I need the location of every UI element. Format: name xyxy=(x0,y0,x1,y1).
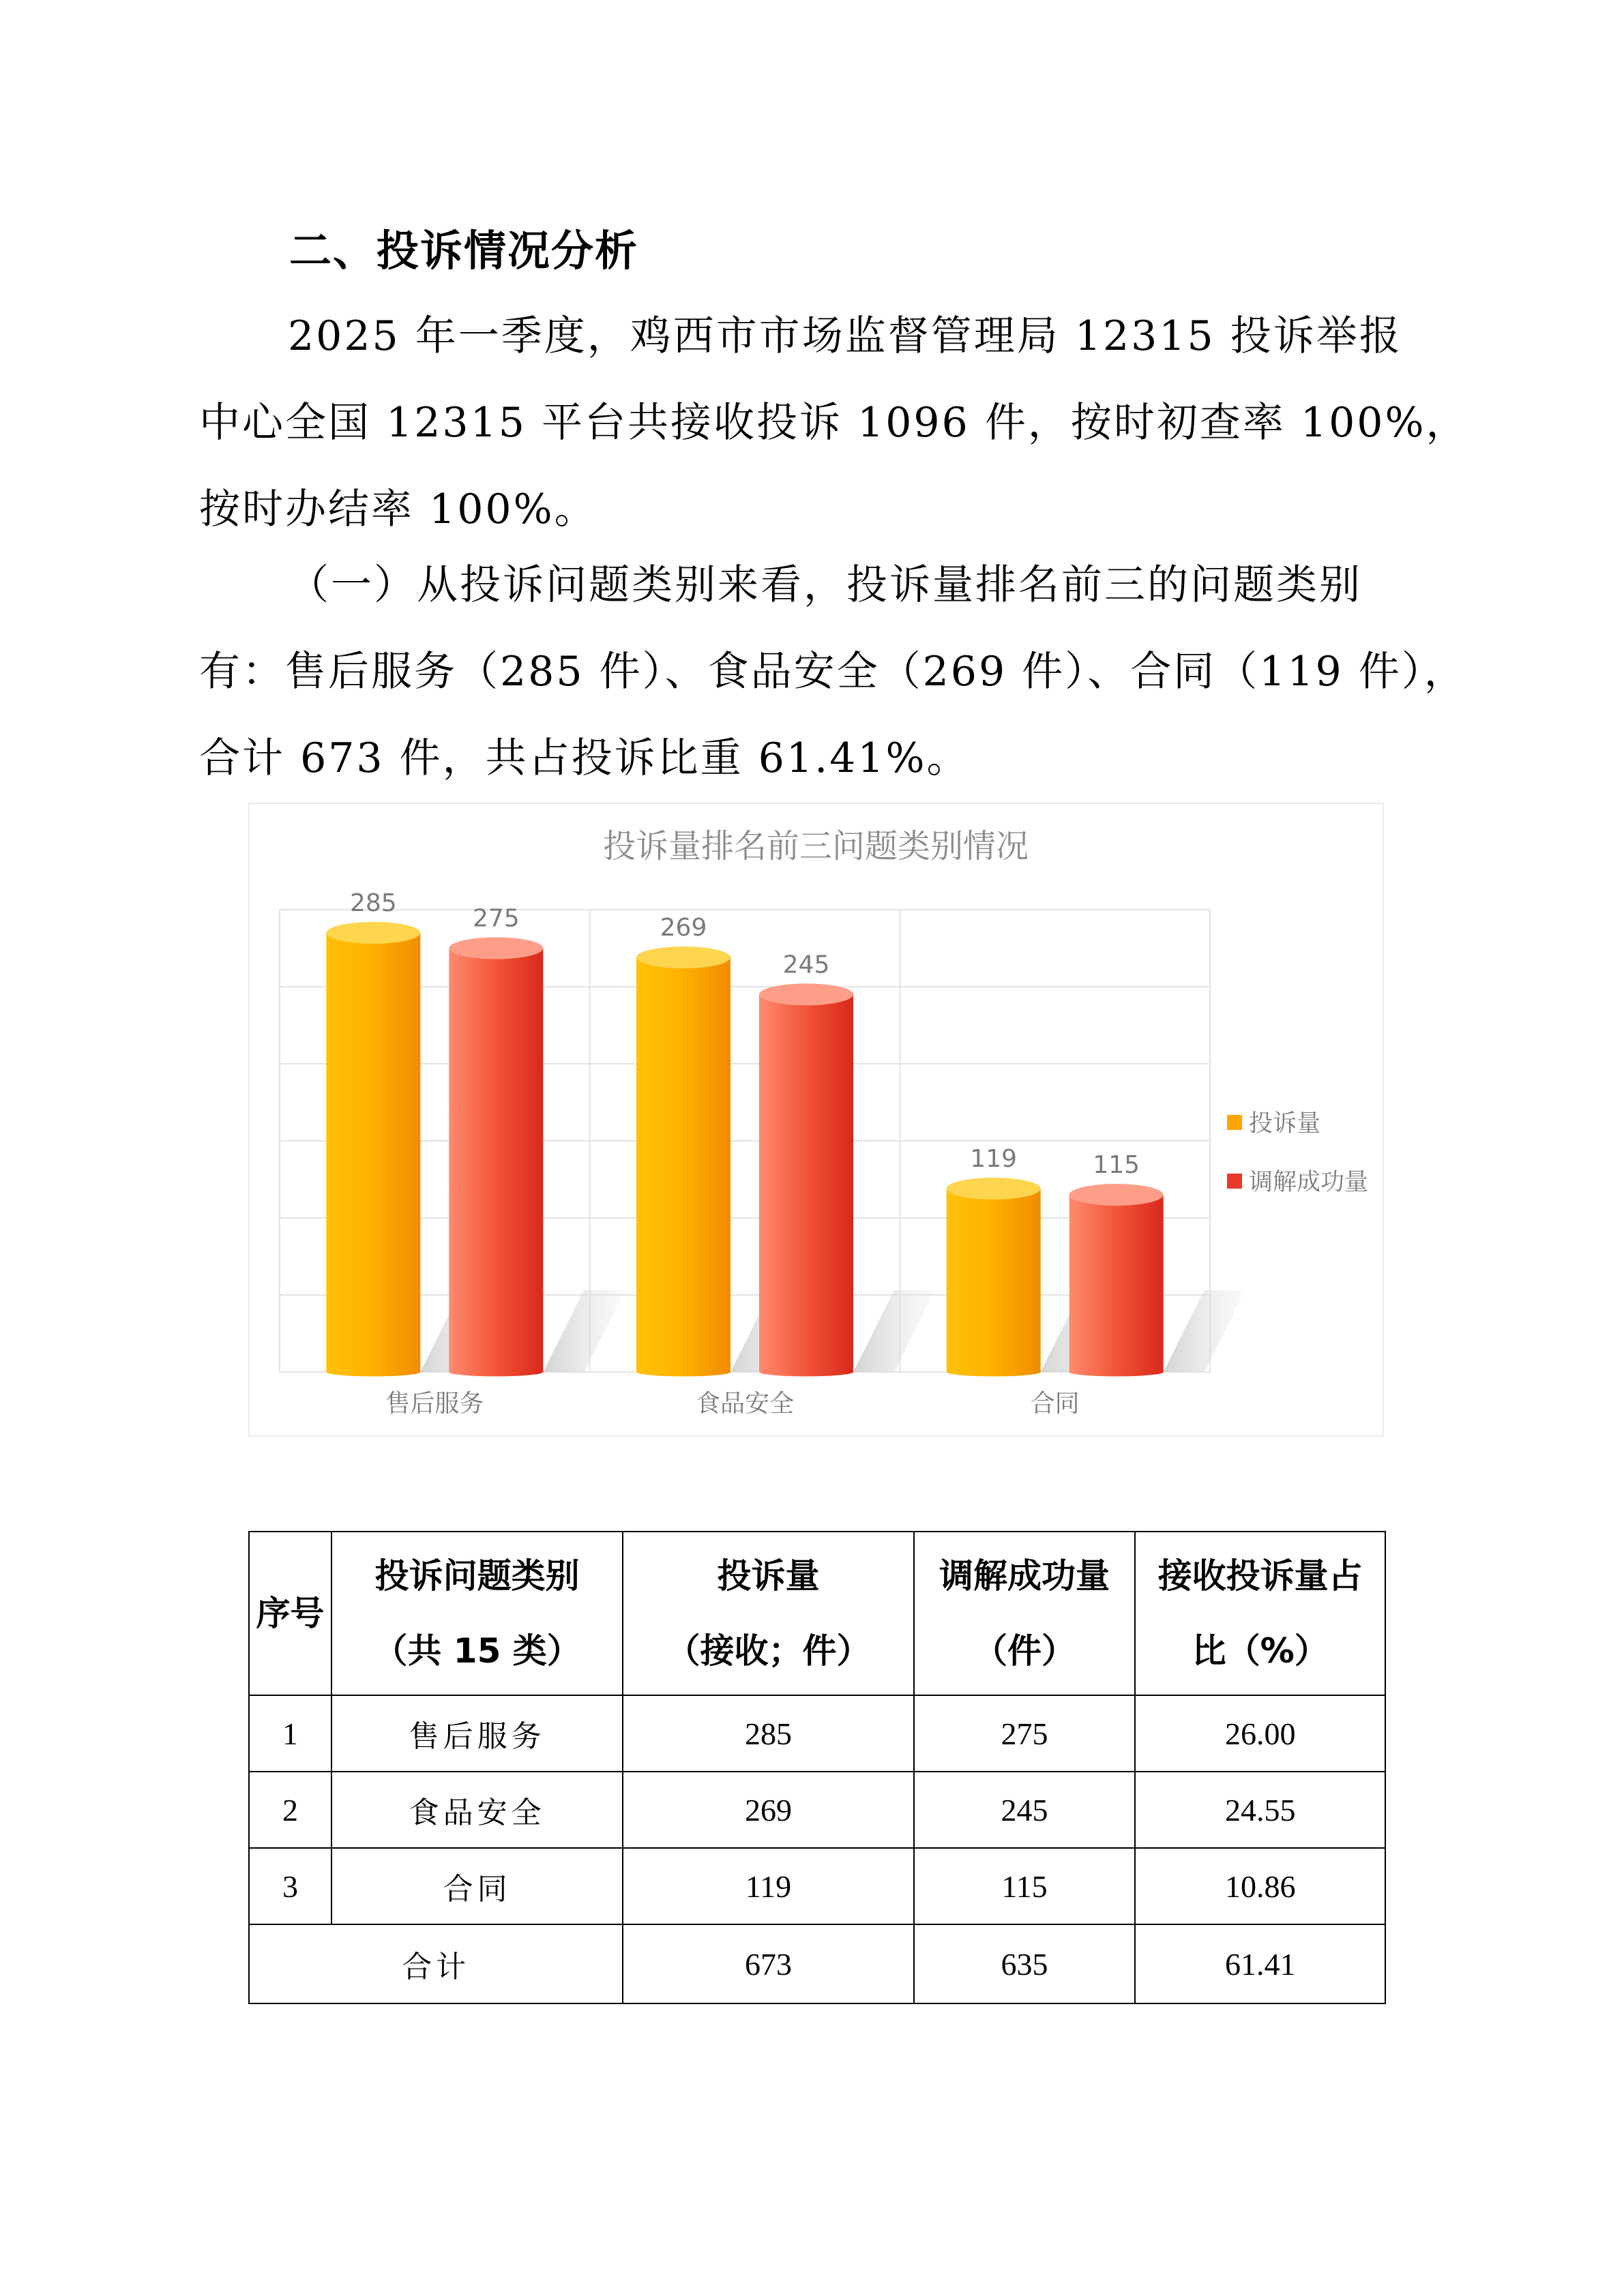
section-heading: 二、投诉情况分析 xyxy=(289,226,639,275)
header-complaints: 投诉量 （接收；件） xyxy=(623,1532,913,1695)
bar-top xyxy=(1069,1184,1164,1206)
header-category: 投诉问题类别 （共 15 类） xyxy=(331,1532,623,1695)
cell-share: 24.55 xyxy=(1135,1772,1385,1848)
table-row xyxy=(249,1695,1385,1772)
data-label: 275 xyxy=(472,904,520,933)
bar-投诉量-食品安全 xyxy=(636,957,730,1376)
data-label: 115 xyxy=(1093,1151,1140,1180)
cell-complaints: 269 xyxy=(623,1772,913,1848)
paragraph-line: 有：售后服务（285 件）、食品安全（269 件）、合同（119 件）， xyxy=(199,648,1467,696)
bar-top xyxy=(326,922,420,944)
paragraph-line: 2025 年一季度，鸡西市市场监督管理局 12315 投诉举报 xyxy=(288,312,1402,360)
x-tick-label: 售后服务 xyxy=(385,1390,484,1418)
legend-label: 投诉量 xyxy=(1249,1110,1321,1137)
cell-total-share: 61.41 xyxy=(1135,1924,1385,2003)
bar-top xyxy=(947,1178,1041,1199)
bar-shadow xyxy=(1164,1290,1245,1372)
bar-投诉量-合同 xyxy=(947,1189,1041,1376)
cell-share: 26.00 xyxy=(1135,1695,1385,1772)
paragraph-line: 中心全国 12315 平台共接收投诉 1096 件，按时初查率 100%， xyxy=(199,399,1469,447)
cell-mediated: 275 xyxy=(914,1695,1136,1772)
bar-shadow xyxy=(543,1290,625,1372)
data-label: 119 xyxy=(970,1145,1018,1174)
complaint-table xyxy=(248,1531,1386,2004)
paragraph-summary xyxy=(199,293,1469,553)
table-total-row xyxy=(249,1924,1385,2003)
bar-shadow xyxy=(853,1290,935,1372)
legend-swatch xyxy=(1227,1174,1242,1189)
cell-mediated: 245 xyxy=(914,1772,1136,1848)
table-row xyxy=(249,1772,1385,1848)
chart-title: 投诉量排名前三问题类别情况 xyxy=(602,827,1029,865)
cell-category: 合同 xyxy=(331,1848,623,1924)
data-label: 245 xyxy=(782,951,830,979)
header-index: 序号 xyxy=(249,1532,331,1695)
legend-swatch xyxy=(1227,1115,1242,1130)
x-tick-label: 合同 xyxy=(1030,1390,1080,1418)
cell-total-label: 合计 xyxy=(249,1924,623,2003)
bar-chart xyxy=(250,804,1383,1435)
cell-category: 售后服务 xyxy=(331,1695,623,1772)
cell-index: 2 xyxy=(249,1772,331,1848)
paragraph-line: 按时办结率 100%。 xyxy=(199,486,597,533)
paragraph-categories xyxy=(199,542,1467,802)
bar-top xyxy=(636,946,730,968)
paragraph-line: （一）从投诉问题类别来看，投诉量排名前三的问题类别 xyxy=(288,561,1362,609)
table-row xyxy=(249,1848,1385,1924)
bar-投诉量-售后服务 xyxy=(326,933,420,1377)
cell-share: 10.86 xyxy=(1135,1848,1385,1924)
x-tick-label: 食品安全 xyxy=(695,1390,795,1418)
cell-complaints: 119 xyxy=(623,1848,913,1924)
bar-top xyxy=(759,983,853,1005)
cell-index: 3 xyxy=(249,1848,331,1924)
data-label: 269 xyxy=(660,914,707,942)
bar-调解成功量-售后服务 xyxy=(449,949,543,1377)
cell-total-mediated: 635 xyxy=(914,1924,1136,2003)
bar-调解成功量-合同 xyxy=(1069,1195,1164,1376)
bar-top xyxy=(449,938,543,959)
header-share: 接收投诉量占 比（%） xyxy=(1135,1532,1385,1695)
chart-container xyxy=(248,803,1384,1437)
cell-index: 1 xyxy=(249,1695,331,1772)
cell-category: 食品安全 xyxy=(331,1772,623,1848)
legend-label: 调解成功量 xyxy=(1249,1169,1369,1196)
paragraph-line: 合计 673 件，共占投诉比重 61.41%。 xyxy=(199,734,970,782)
cell-complaints: 285 xyxy=(623,1695,913,1772)
bar-调解成功量-食品安全 xyxy=(759,994,853,1376)
cell-total-complaints: 673 xyxy=(623,1924,913,2003)
header-mediated: 调解成功量 （件） xyxy=(914,1532,1136,1695)
table-header-row xyxy=(249,1532,1385,1695)
cell-mediated: 115 xyxy=(914,1848,1136,1924)
data-label: 285 xyxy=(349,889,397,917)
